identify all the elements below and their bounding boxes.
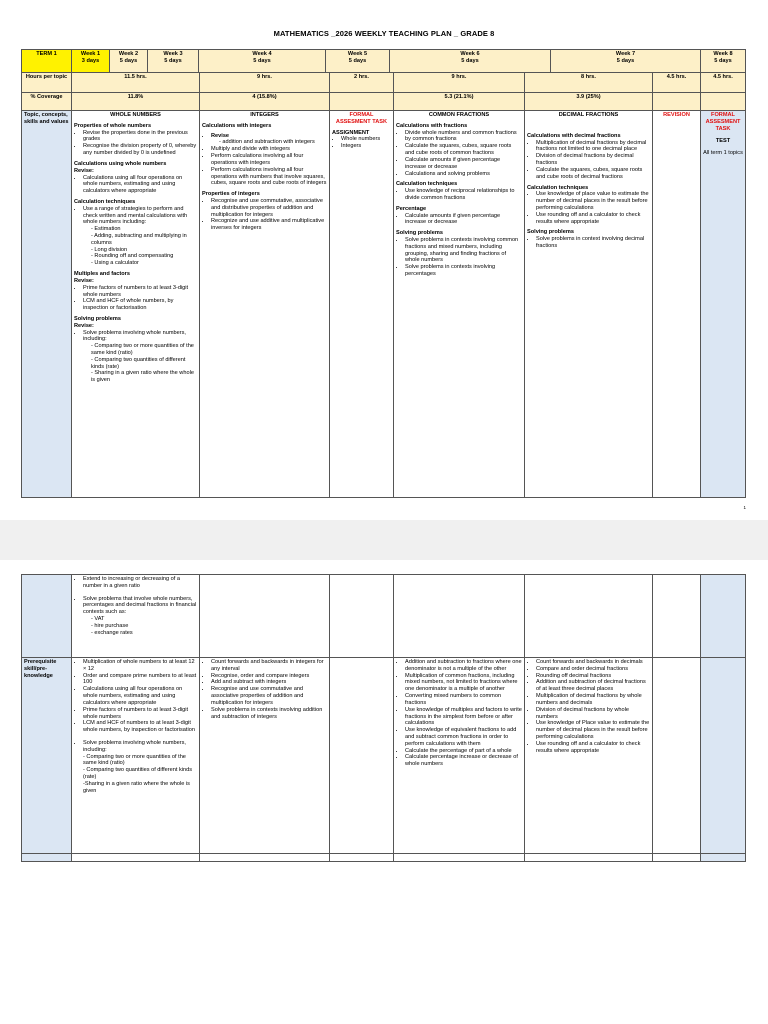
test-cell: FORMAL ASSESMENT TASK TEST All term 1 topics <box>701 111 746 498</box>
page-gap <box>0 520 768 560</box>
prereq-common-cell: • Addition and subtraction to fractions where one denominator is not a multiple of the other • Multiplication of common fractions, including mixed numbers, not limited to fractions where one denominator is a multiple of another • Converting mixed numbers to common fractions • Use knowledge of multiples and factors to write fractions in the simplest form before or after calculations • Use knowledge of equivalent fractions to add and subtract common fractions in order to perform calculations with them • Calculate the percentage of part of a whole • Calculate percentage increase or decrease of whole numbers <box>394 658 525 854</box>
term-cell: TERM 1 <box>22 50 72 81</box>
coverage-row: % Coverage 11.8% 4 (15.8%) 5.3 (21.1%) 3.9 (25%) <box>22 93 746 111</box>
teaching-plan-continued <box>21 574 746 862</box>
hours-row: Hours per topic 11.5 hrs. 9 hrs. 2 hrs. 9 hrs. 8 hrs. 4.5 hrs. 4.5 hrs. <box>22 73 746 93</box>
whole-numbers-cell: WHOLE NUMBERS Properties of whole numbers • Revise the properties done in the previous grades • Recognise the division property of 0, whereby any number divided by 0 is undefined Calculations using whole numbers Revise: • Calculations using all four operations on whole numbers, estimating and using calculators where appropriate Calculation techniques • Use a range of strategies to perform and check written and mental calculations with whole numbers including: - Estimation - Adding, subtracting and multiplying in columns - Long division - Rounding off and compensating - Using a calculator Multiples and factors Revise: • Prime factors of numbers to at least 3-digit whole numbers • LCM and HCF of whole numbers, by inspection or factorisation Solving problems Revise: • Solve problems involving whole numbers, including: - Comparing two or more quantities of the same kind (ratio) - Comparing two quantities of different kinds (rate) - Sharing in a given ratio where the whole is given <box>72 111 200 498</box>
prerequisite-row: Prerequisite skill/pre-knowledge • Multiplication of whole numbers to at least 12 × 12 • Order and compare prime numbers to at least 100 • Calculations using all four operations on whole numbers, estimating and using calculators where appropriate • Prime factors of numbers to at least 3-digit whole numbers • LCM and HCF of numbers to at least 3-digit whole numbers, by inspection or factorisation • Solve problems involving whole numbers, including: - Comparing two or more quantities of the same kind (ratio) - Comparing two quantities of different kinds (rate) -Sharing in a given ratio where the whole is given • Count forwards and backwards in integers for any interval • Recognise, order and compare integers • Add and subtract with integers • Recognise and use commutative and associative properties of addition and multiplication for integers • Solve problems in contexts involving addition and subtraction of integers • Addition and subtraction to fractions where one denominator is not a multiple of the other • Multiplication of common fractions, including mixed numbers, not limited to fractions where one denominator is a multiple of another • Converting mixed numbers to common fractions • Use knowledge of multiples and factors to write fractions in the simplest form before or after calculations • Use knowledge of equivalent fractions to add and subtract common fractions in order to perform calculations with them • Calculate the percentage of part of a whole • Calculate percentage increase or decrease of whole numbers • Count forwards and backwards in decimals • Compare and order decimal fractions • Rounding off decimal fractions • Addition and subtraction of decimal fractions of at least three decimal places • Multiplication of decimal fractions by whole numbers and decimals • Division of decimal fractions by whole numbers • Use knowledge of Place value to estimate the number of decimal places in the result before performing calculations • Use rounding off and a calculator to check results where appropriate <box>22 658 746 854</box>
prereq-integers-cell: • Count forwards and backwards in integers for any interval • Recognise, order and compare integers • Add and subtract with integers • Recognise and use commutative and associative properties of addition and multiplication for integers • Solve problems in contexts involving addition and subtraction of integers <box>200 658 330 854</box>
common-fractions-cell: COMMON FRACTIONS Calculations with fractions • Divide whole numbers and common fractions by common fractions • Calculate the squares, cubes, square roots and cube roots of common fractions • Calculate amounts if given percentage increase or decrease • Calculations and solving problems Calculation techniques • Use knowledge of reciprocal relationships to divide common fractions Percentage • Calculate amounts if given percentage increase or decrease Solving problems • Solve problems in contexts involving common fractions and mixed numbers, including grouping, sharing and finding fractions of whole numbers • Solve problems in contexts involving percentages <box>394 111 525 498</box>
week-1-cell: Week 1 3 days <box>72 50 110 81</box>
week-4-cell: Week 4 5 days <box>199 50 326 81</box>
document-title: MATHEMATICS _2026 WEEKLY TEACHING PLAN _ GRADE 8 <box>273 29 495 38</box>
integers-cell: INTEGERS Calculations with integers • Revise - addition and subtraction with integers • Multiply and divide with integers • Perform calculations involving all four operations with integers • Perform calculations involving all four operations with numbers that involve squares, cubes, square roots and cube roots of integers Properties of integers • Recognise and use commutative, associative and distributive properties of addition and multiplication for integers • Recognize and use additive and multiplicative inverses for integers <box>200 111 330 498</box>
week-8-cell: Week 8 5 days <box>701 50 746 81</box>
whole-numbers-continued-cell: • Extend to increasing or decreasing of a number in a given ratio • Solve problems that involve whole numbers, percentages and decimal fractions in financial contexts such as: - VAT - hire purchase - exchange rates <box>72 575 200 658</box>
week-3-cell: Week 3 5 days <box>148 50 199 81</box>
prereq-whole-cell: • Multiplication of whole numbers to at least 12 × 12 • Order and compare prime numbers to at least 100 • Calculations using all four operations on whole numbers, estimating and using calculators where appropriate • Prime factors of numbers to at least 3-digit whole numbers • LCM and HCF of numbers to at least 3-digit whole numbers, by inspection or factorisation • Solve problems involving whole numbers, including: - Comparing two or more quantities of the same kind (ratio) - Comparing two quantities of different kinds (rate) -Sharing in a given ratio where the whole is given <box>72 658 200 854</box>
topics-row: Topic, concepts, skills and values WHOLE NUMBERS Properties of whole numbers • Revise the properties done in the previous grades • Recognise the division property of 0, whereby any number divided by 0 is undefined Calculations using whole numbers Revise: • Calculations using all four operations on whole numbers, estimating and using calculators where appropriate Calculation techniques • Use a range of strategies to perform and check written and mental calculations with whole numbers including: - Estimation - Adding, subtracting and multiplying in columns - Long division - Rounding off and compensating - Using a calculator Multiples and factors Revise: • Prime factors of numbers to at least 3-digit whole numbers • LCM and HCF of whole numbers, by inspection or factorisation Solving problems Revise: • Solve problems involving whole numbers, including: - Comparing two or more quantities of the same kind (ratio) - Comparing two quantities of different kinds (rate) - Sharing in a given ratio where the whole is given INTEGERS Calculations with integers • Revise - addition and subtraction with integers • Multiply and divide with integers • Perform calculations involving all four operations with integers • Perform calculations involving all four operations with numbers that involve squares, cubes, square roots and cube roots of integers Properties of integers • Recognise and use commutative, associative and distributive properties of addition and multiplication for integers • Recognize and use additive and multiplicative inverses for integers FORMAL ASSESMENT TASK ASSIGNMENT • Whole numbers • Integers COMMON FRACTIONS Calculations with fractions • Divide whole numbers and common fractions by common fractions • Calculate the squares, cubes, square roots and cube roots of common fractions • Calculate amounts if given percentage increase or decrease • Calculations and solving problems Calculation techniques • Use knowledge of reciprocal relationships to divide common fractions Percentage • Calculate amounts if given percentage increase or decrease Solving problems • Solve problems in contexts involving common fractions and mixed numbers, including grouping, sharing and finding fractions of whole numbers • Solve problems in contexts involving percentages DECIMAL FRACTIONS Calculations with decimal fractions • Multiplication of decimal fractions by decimal fractions not limited to one decimal place • Division of decimal fractions by decimal fractions • Calculate the squares, cubes, square roots and cube roots of decimal fractions Calculation techniques • Use knowledge of place value to estimate the number of decimal places in the result before performing calculations • Use rounding off and a calculator to check results where appropriate Solving problems • Solve problems in context involving decimal fractions REVISION FORMAL ASSESMENT TASK TEST All term 1 topics <box>22 111 746 498</box>
week-6-cell: Week 6 5 days <box>390 50 551 81</box>
teaching-plan-body <box>21 72 746 498</box>
week-2-cell: Week 2 5 days <box>110 50 148 81</box>
continued-row <box>22 575 746 658</box>
revision-cell: REVISION <box>653 111 701 498</box>
document-page-2 <box>0 560 768 1024</box>
week-5-cell: Week 5 5 days <box>326 50 390 81</box>
prereq-decimal-cell: • Count forwards and backwards in decimals • Compare and order decimal fractions • Rounding off decimal fractions • Addition and subtraction of decimal fractions of at least three decimal places • Multiplication of decimal fractions by whole numbers and decimals • Division of decimal fractions by whole numbers • Use knowledge of Place value to estimate the number of decimal places in the result before performing calculations • Use rounding off and a calculator to check results where appropriate <box>525 658 653 854</box>
blank-row <box>22 854 746 862</box>
decimal-fractions-cell: DECIMAL FRACTIONS Calculations with decimal fractions • Multiplication of decimal fractions by decimal fractions not limited to one decimal place • Division of decimal fractions by decimal fractions • Calculate the squares, cubes, square roots and cube roots of decimal fractions Calculation techniques • Use knowledge of place value to estimate the number of decimal places in the result before performing calculations • Use rounding off and a calculator to check results where appropriate Solving problems • Solve problems in context involving decimal fractions <box>525 111 653 498</box>
page-number: 1 <box>743 505 746 510</box>
week-7-cell: Week 7 5 days <box>551 50 701 81</box>
assessment-task-cell: FORMAL ASSESMENT TASK ASSIGNMENT • Whole numbers • Integers <box>330 111 394 498</box>
